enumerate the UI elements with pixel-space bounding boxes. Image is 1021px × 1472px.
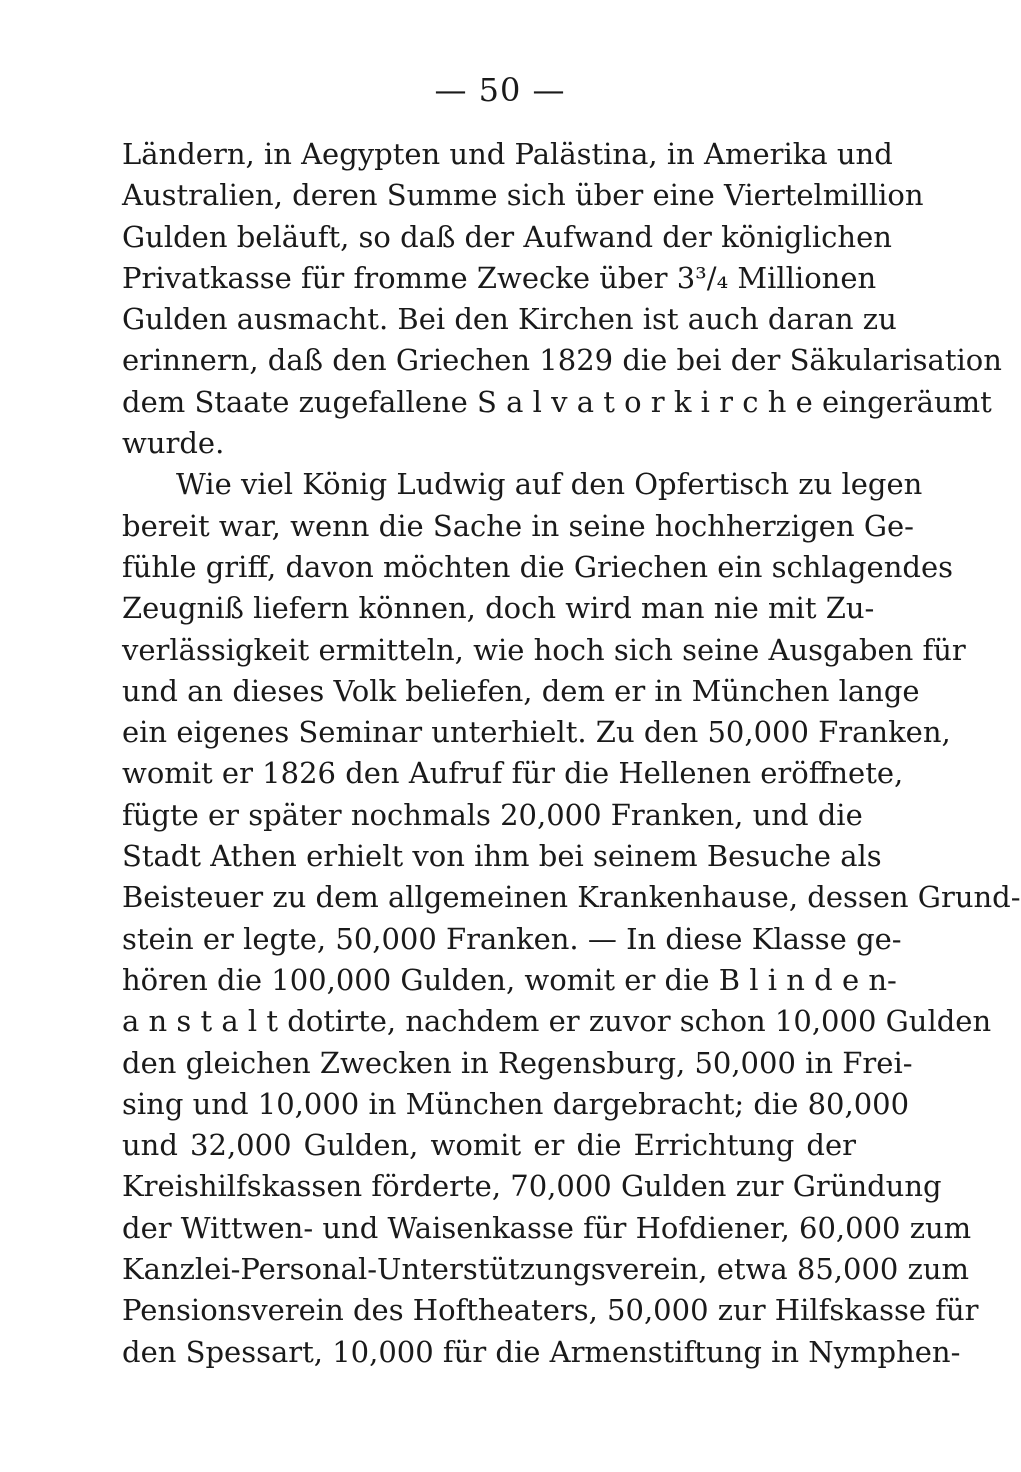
text-line: Privatkasse für fromme Zwecke über 3³/₄ Millionen (122, 260, 877, 295)
page-number: — 50 — (434, 71, 566, 109)
text-line: a n s t a l t dotirte, nachdem er zuvor schon 10,000 Gulden (122, 1004, 992, 1039)
text-line: stein er legte, 50,000 Franken. — In diese Klasse ge- (122, 921, 902, 956)
text-line: erinnern, daß den Griechen 1829 die bei der Säkularisation (122, 343, 1002, 378)
text-line: Gulden ausmacht. Bei den Kirchen ist auch daran zu (122, 302, 897, 337)
text-line: den Spessart, 10,000 für die Armenstiftung in Nymphen- (122, 1334, 961, 1369)
text-line: und 32,000 Gulden, womit er die Errichtung der (122, 1128, 856, 1163)
text-line: fügte er später nochmals 20,000 Franken, und die (122, 797, 863, 832)
text-line: Pensionsverein des Hoftheaters, 50,000 zur Hilfskasse für (122, 1293, 979, 1328)
body-text (122, 134, 1021, 1373)
text-line: verlässigkeit ermitteln, wie hoch sich seine Ausgaben für (122, 632, 966, 667)
text-line: Ländern, in Aegypten und Palästina, in Amerika und (122, 137, 893, 171)
text-line: Wie viel König Ludwig auf den Opfertisch zu legen (176, 467, 923, 502)
text-line: Beisteuer zu dem allgemeinen Krankenhause, dessen Grund- (122, 880, 1021, 915)
text-line: Kanzlei-Personal-Unterstützungsverein, etwa 85,000 zum (122, 1252, 970, 1287)
text-line: hören die 100,000 Gulden, womit er die B l i n d e n- (122, 962, 897, 997)
text-line: Australien, deren Summe sich über eine Viertelmillion (122, 178, 924, 213)
text-line: sing und 10,000 in München dargebracht; die 80,000 (122, 1086, 910, 1121)
text-line: Zeugniß liefern können, doch wird man nie mit Zu- (122, 591, 875, 626)
text-line: dem Staate zugefallene S a l v a t o r k i r c h e eingeräumt (122, 384, 992, 419)
text-line: womit er 1826 den Aufruf für die Hellenen eröffnete, (122, 756, 904, 791)
text-line: den gleichen Zwecken in Regensburg, 50,000 in Frei- (122, 1045, 913, 1080)
text-line: wurde. (122, 426, 225, 461)
text-line: und an dieses Volk beliefen, dem er in München lange (122, 673, 920, 708)
text-line: bereit war, wenn die Sache in seine hochherzigen Ge- (122, 508, 914, 543)
text-line: Kreishilfskassen förderte, 70,000 Gulden zur Gründung (122, 1169, 942, 1204)
text-line: ein eigenes Seminar unterhielt. Zu den 50,000 Franken, (122, 715, 951, 750)
text-line: der Wittwen- und Waisenkasse für Hofdiener, 60,000 zum (122, 1210, 972, 1245)
text-line: fühle griff, davon möchten die Griechen ein schlagendes (122, 549, 954, 584)
text-line: Gulden beläuft, so daß der Aufwand der königlichen (122, 219, 892, 254)
text-line: Stadt Athen erhielt von ihm bei seinem Besuche als (122, 839, 882, 874)
